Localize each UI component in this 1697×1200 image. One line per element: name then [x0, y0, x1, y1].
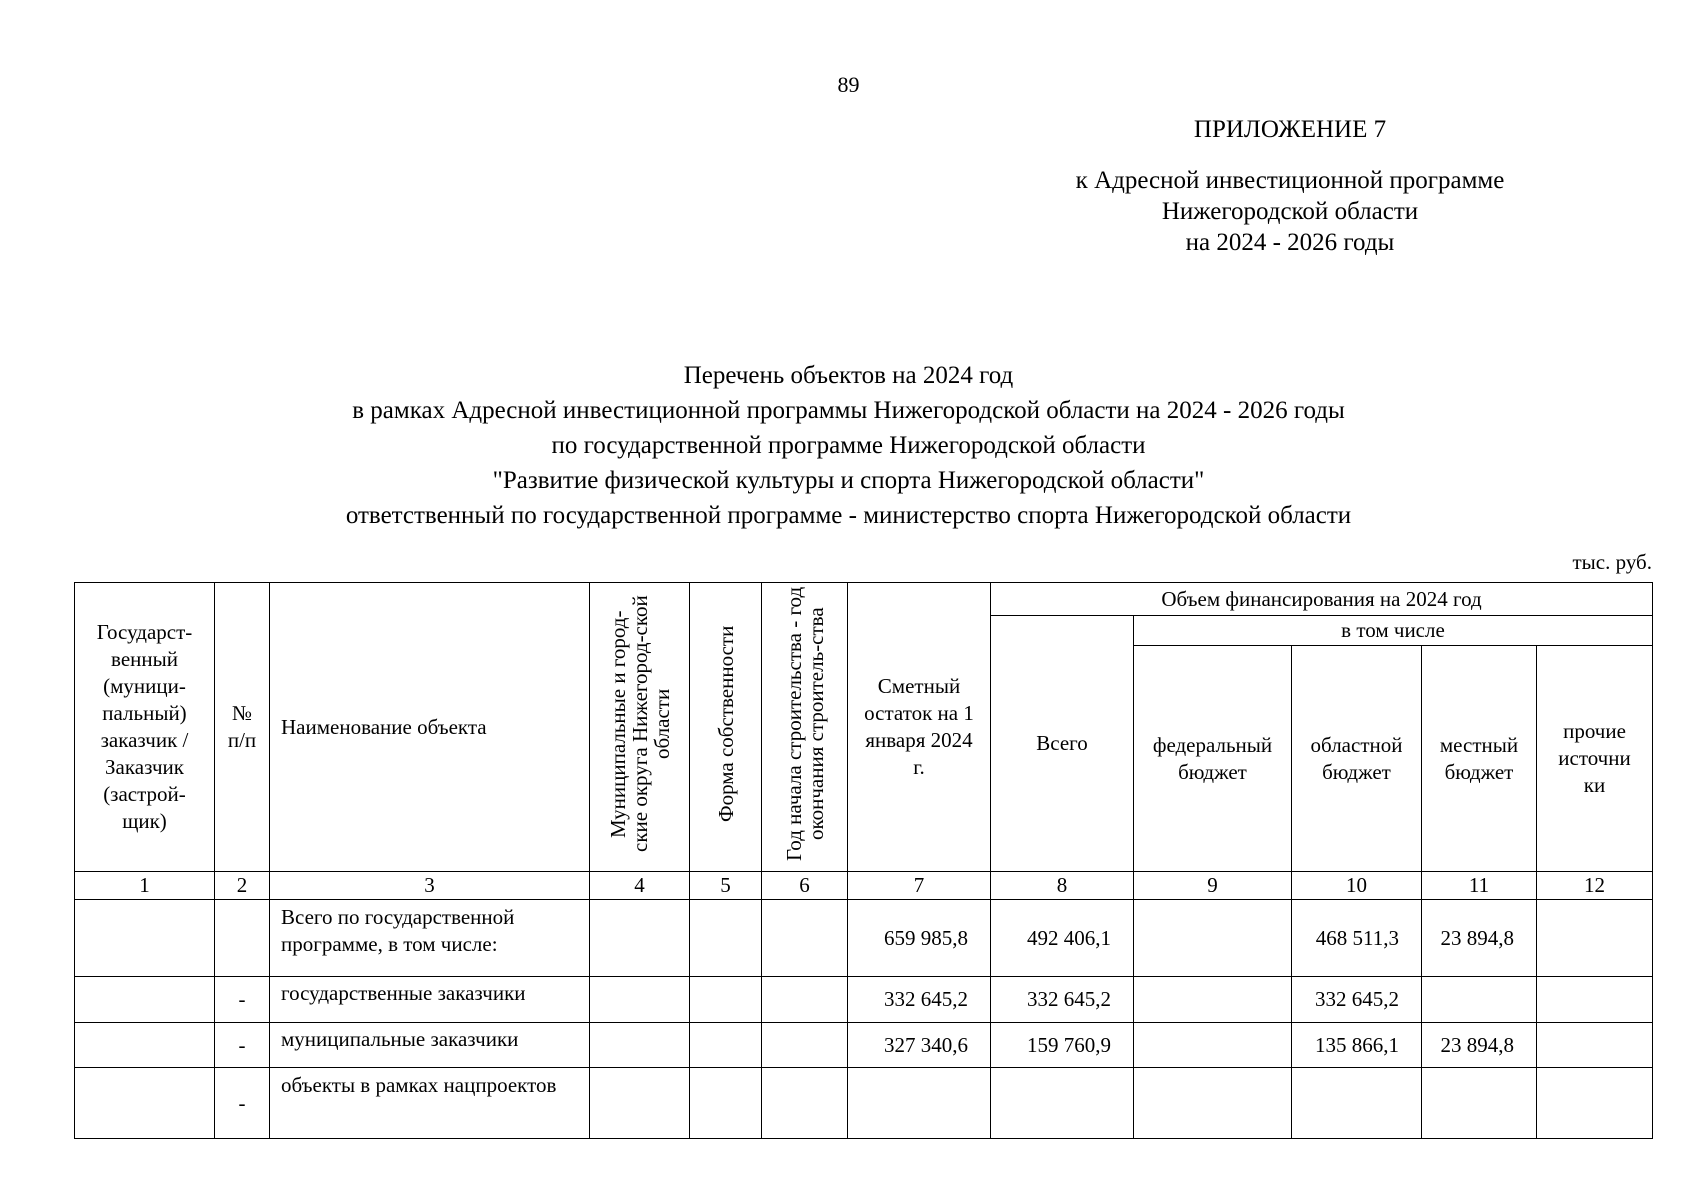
header-customer: [75, 583, 215, 872]
title-line-1: Перечень объектов на 2024 год: [683, 362, 1014, 389]
table-row: [75, 1023, 1653, 1068]
row-regional: 332 645,2: [1292, 977, 1422, 1023]
column-number-3: 3: [270, 872, 590, 900]
row-ownership: [690, 1068, 762, 1139]
appendix-line-2: Нижегородской области: [1161, 198, 1419, 225]
column-number-5: 5: [690, 872, 762, 900]
row-name: объекты в рамках нацпроектов: [270, 1068, 590, 1139]
row-estimate: 327 340,6: [848, 1023, 991, 1068]
header-total-text: Всего: [1036, 731, 1088, 755]
header-years: [762, 583, 848, 872]
row-local: 23 894,8: [1422, 900, 1537, 977]
row-regional: [1292, 1068, 1422, 1139]
title-line-4: "Развитие физической культуры и спорта Нижегородской области": [492, 467, 1205, 494]
table-row: [75, 977, 1653, 1023]
header-municipality-text: Муниципальные и город-ские округа Нижегород-ской области: [605, 595, 674, 853]
header-row-1: [75, 583, 1653, 616]
row-other: [1537, 900, 1653, 977]
row-customer: [75, 977, 215, 1023]
row-ownership: [690, 900, 762, 977]
column-number-6: 6: [762, 872, 848, 900]
row-municipality: [590, 977, 690, 1023]
header-number: [215, 583, 270, 872]
header-financing: [991, 583, 1653, 616]
header-ownership: [690, 583, 762, 872]
row-number: -: [215, 1068, 270, 1139]
row-municipality: [590, 900, 690, 977]
row-federal: [1134, 977, 1292, 1023]
row-number: -: [215, 1023, 270, 1068]
row-ownership: [690, 1023, 762, 1068]
row-ownership: [690, 977, 762, 1023]
row-other: [1537, 1023, 1653, 1068]
title-line-2: в рамках Адресной инвестиционной программы Нижегородской области на 2024 - 2026 годы: [352, 397, 1345, 424]
row-name: муниципальные заказчики: [270, 1023, 590, 1068]
appendix-title: ПРИЛОЖЕНИЕ 7: [1193, 116, 1387, 143]
appendix-line-1: к Адресной инвестиционной программе: [1075, 167, 1505, 194]
table-row: [75, 1068, 1653, 1139]
header-local: [1422, 646, 1537, 872]
column-number-9: 9: [1134, 872, 1292, 900]
column-numbers-row: [75, 872, 1653, 900]
column-number-11: 11: [1422, 872, 1537, 900]
row-estimate: 659 985,8: [848, 900, 991, 977]
objects-table: [74, 582, 1653, 1139]
row-federal: [1134, 1068, 1292, 1139]
appendix-line-3: на 2024 - 2026 годы: [1185, 229, 1395, 256]
header-other: [1537, 646, 1653, 872]
row-federal: [1134, 1023, 1292, 1068]
row-federal: [1134, 900, 1292, 977]
row-customer: [75, 1023, 215, 1068]
row-regional: 135 866,1: [1292, 1023, 1422, 1068]
row-local: [1422, 977, 1537, 1023]
table-row: [75, 900, 1653, 977]
row-number: [215, 900, 270, 977]
row-name: государственные заказчики: [270, 977, 590, 1023]
header-including-text: в том числе: [1341, 618, 1445, 642]
header-object-name: [270, 583, 590, 872]
header-estimate-text: Сметный остаток на 1 января 2024 г.: [864, 674, 974, 779]
column-number-7: 7: [848, 872, 991, 900]
header-total: [991, 616, 1134, 872]
page-number: 89: [837, 72, 860, 97]
row-years: [762, 1068, 848, 1139]
header-customer-text: Государст-венный (муници-пальный) заказчик / Заказчик (застрой-щик): [96, 620, 193, 833]
row-name: Всего по государственной программе, в том числе:: [270, 900, 590, 977]
title-line-5: ответственный по государственной программе - министерство спорта Нижегородской области: [345, 502, 1352, 529]
row-customer: [75, 900, 215, 977]
row-other: [1537, 1068, 1653, 1139]
header-including: [1134, 616, 1653, 646]
column-number-2: 2: [215, 872, 270, 900]
row-customer: [75, 1068, 215, 1139]
header-object-name-text: Наименование объекта: [281, 714, 487, 739]
header-municipality: [590, 583, 690, 872]
row-estimate: [848, 1068, 991, 1139]
row-regional: 468 511,3: [1292, 900, 1422, 977]
row-total: 159 760,9: [991, 1023, 1134, 1068]
header-federal: [1134, 646, 1292, 872]
row-years: [762, 977, 848, 1023]
row-years: [762, 900, 848, 977]
row-number: -: [215, 977, 270, 1023]
header-regional: [1292, 646, 1422, 872]
header-number-text: № п/п: [227, 701, 257, 752]
header-financing-text: Объем финансирования на 2024 год: [1161, 586, 1482, 611]
row-municipality: [590, 1023, 690, 1068]
document-title: [0, 358, 1697, 533]
header-local-text: местный бюджет: [1439, 732, 1519, 784]
row-municipality: [590, 1068, 690, 1139]
appendix-subtitle: [1060, 165, 1520, 258]
row-other: [1537, 977, 1653, 1023]
header-other-text: прочие источни ки: [1558, 719, 1631, 797]
row-total: [991, 1068, 1134, 1139]
header-years-text: Год начала строительства - год окончания строитель-ства: [781, 586, 828, 862]
column-number-10: 10: [1292, 872, 1422, 900]
column-number-4: 4: [590, 872, 690, 900]
row-local: 23 894,8: [1422, 1023, 1537, 1068]
header-ownership-text: Форма собственности: [713, 625, 738, 823]
unit-label: тыс. руб.: [1572, 550, 1652, 574]
column-number-8: 8: [991, 872, 1134, 900]
column-number-12: 12: [1537, 872, 1653, 900]
row-estimate: 332 645,2: [848, 977, 991, 1023]
row-years: [762, 1023, 848, 1068]
title-line-3: по государственной программе Нижегородской области: [551, 432, 1146, 459]
row-total: 492 406,1: [991, 900, 1134, 977]
row-total: 332 645,2: [991, 977, 1134, 1023]
header-estimate: [848, 583, 991, 872]
column-number-1: 1: [75, 872, 215, 900]
row-local: [1422, 1068, 1537, 1139]
header-federal-text: федеральный бюджет: [1152, 732, 1273, 784]
header-regional-text: областной бюджет: [1310, 732, 1403, 784]
